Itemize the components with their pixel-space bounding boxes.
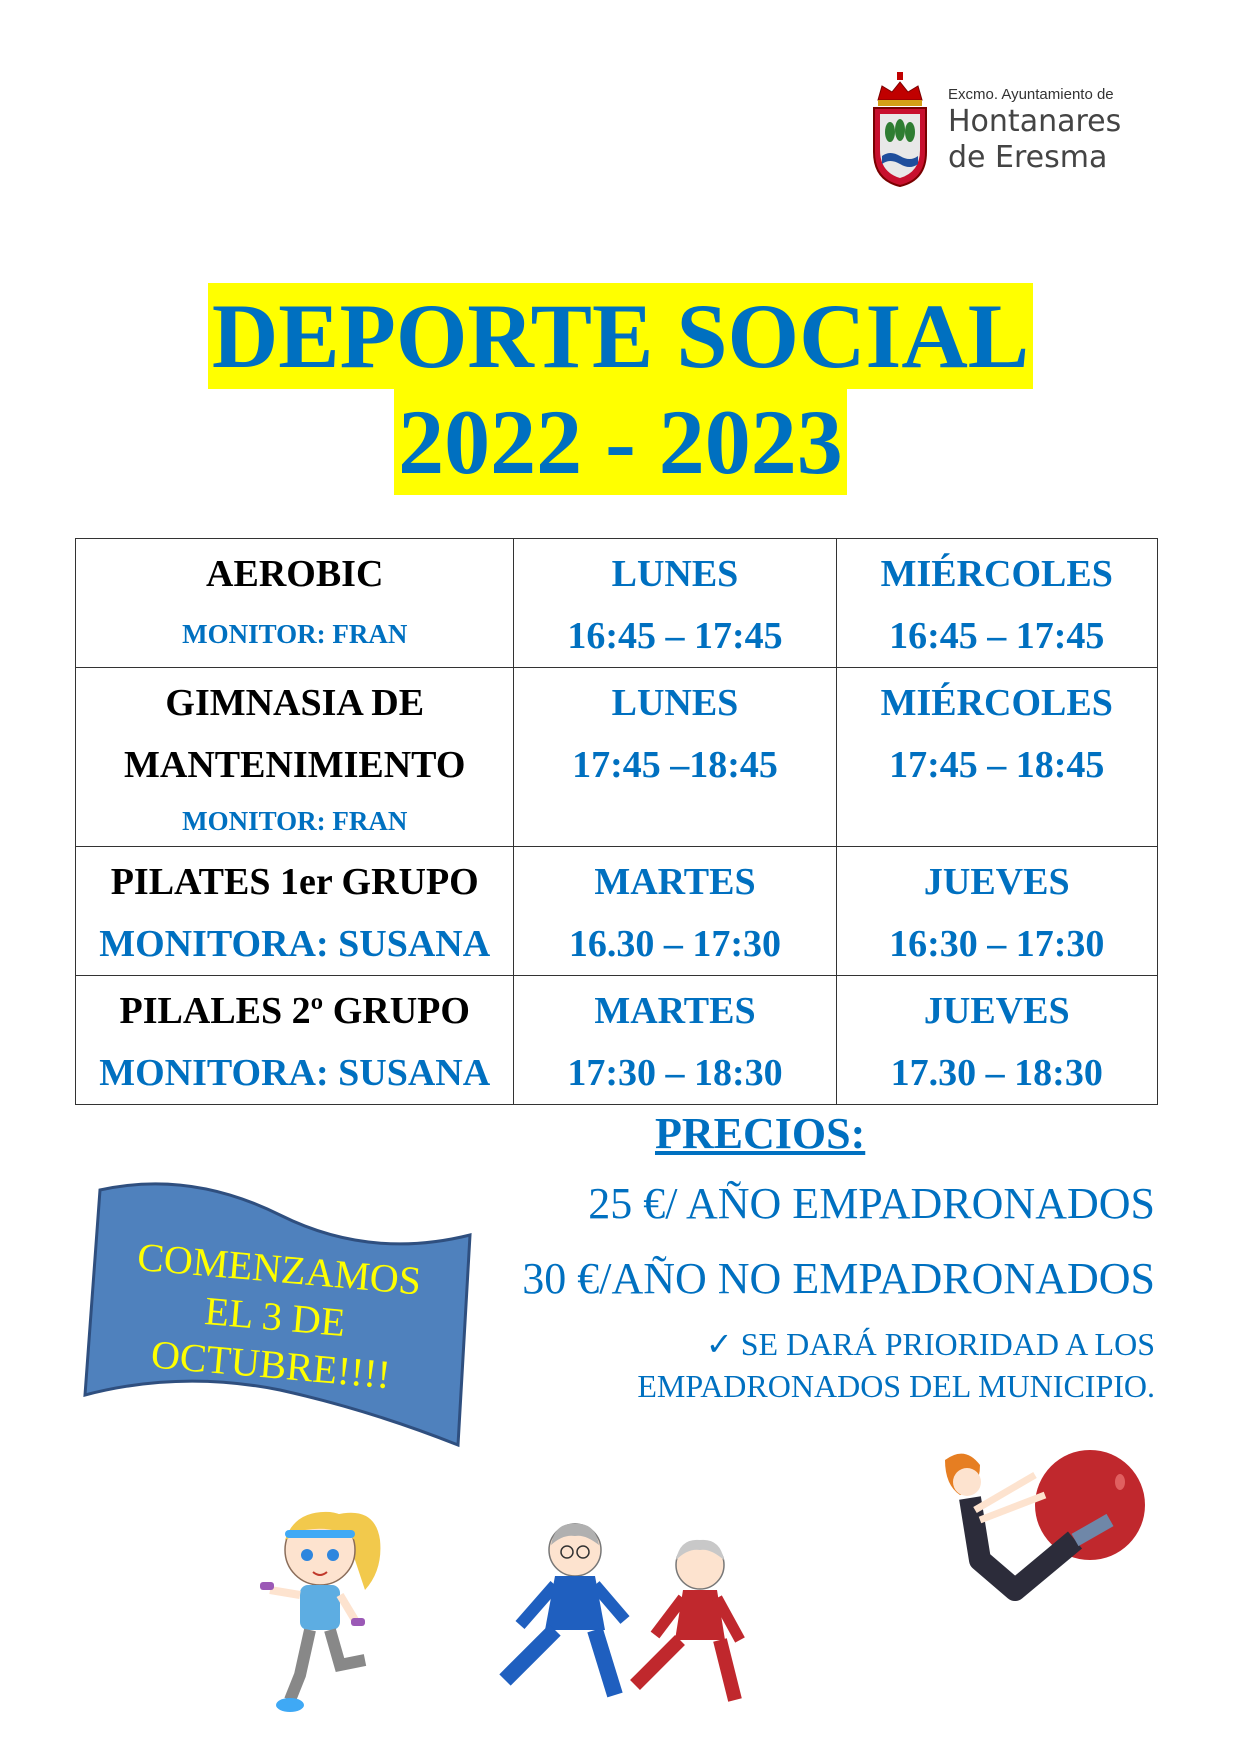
day-label: MARTES	[594, 861, 756, 903]
logo-subtitle: Excmo. Ayuntamiento de	[948, 86, 1114, 103]
elderly-couple-stretching-illustration	[495, 1510, 775, 1710]
activity-name: GIMNASIA DE	[165, 682, 425, 724]
activity-name: PILATES 1er GRUPO	[110, 861, 479, 903]
day-label: MARTES	[594, 990, 756, 1032]
table-row	[76, 976, 1158, 1105]
time-range: 17:45 –18:45	[572, 744, 778, 786]
activity-cell	[76, 847, 514, 976]
schedule-table	[75, 538, 1158, 1105]
banner-line1: COMENZAMOS	[135, 1233, 423, 1304]
time-range: 16:45 – 17:45	[567, 615, 783, 657]
banner-line2: EL 3 DE	[202, 1287, 348, 1346]
time-range: 16:45 – 17:45	[889, 615, 1105, 657]
table-row	[76, 539, 1158, 668]
monitor-name: MONITOR: FRAN	[182, 619, 408, 649]
day2-cell	[836, 668, 1158, 847]
day2-cell	[836, 976, 1158, 1105]
pilates-ball-illustration	[925, 1440, 1160, 1640]
exercising-girl-illustration	[255, 1500, 395, 1720]
price-resident: 25 €/ AÑO EMPADRONADOS	[588, 1179, 1155, 1228]
day-label: MIÉRCOLES	[880, 682, 1113, 724]
season-title: 2022 - 2023	[394, 389, 847, 495]
activity-name: MANTENIMIENTO	[124, 744, 466, 786]
banner-line3: OCTUBRE!!!!	[149, 1331, 393, 1398]
day-label: JUEVES	[923, 861, 1070, 903]
day1-cell	[514, 668, 836, 847]
start-date-text	[104, 1231, 445, 1403]
priority-note-line2: EMPADRONADOS DEL MUNICIPIO.	[637, 1368, 1155, 1404]
day-label: LUNES	[611, 553, 739, 595]
logo-name-line2: de Eresma	[948, 140, 1108, 175]
title-line2-wrap	[0, 389, 1241, 495]
activity-name: PILALES 2º GRUPO	[119, 990, 470, 1032]
time-range: 17:30 – 18:30	[567, 1052, 783, 1094]
activity-name: AEROBIC	[206, 553, 384, 595]
logo-name-line1: Hontanares	[948, 104, 1122, 139]
day2-cell	[836, 847, 1158, 976]
activity-cell	[76, 668, 514, 847]
monitor-name: MONITORA: SUSANA	[99, 923, 491, 965]
day-label: MIÉRCOLES	[880, 553, 1113, 595]
day-label: JUEVES	[923, 990, 1070, 1032]
monitor-name: MONITOR: FRAN	[182, 806, 408, 836]
day2-cell	[836, 539, 1158, 668]
day1-cell	[514, 847, 836, 976]
time-range: 17:45 – 18:45	[889, 744, 1105, 786]
time-range: 17.30 – 18:30	[890, 1052, 1103, 1094]
prices-heading: PRECIOS:	[655, 1109, 866, 1158]
day1-cell	[514, 539, 836, 668]
table-row	[76, 847, 1158, 976]
municipality-logo	[870, 72, 1170, 192]
price-non-resident: 30 €/AÑO NO EMPADRONADOS	[522, 1254, 1155, 1303]
title-line1-wrap	[0, 283, 1241, 389]
activity-cell	[76, 976, 514, 1105]
day1-cell	[514, 976, 836, 1105]
day-label: LUNES	[611, 682, 739, 724]
monitor-name: MONITORA: SUSANA	[99, 1052, 491, 1094]
time-range: 16.30 – 17:30	[568, 923, 782, 965]
page-title: DEPORTE SOCIAL	[208, 283, 1033, 389]
priority-note-line1: ✓ SE DARÁ PRIORIDAD A LOS	[705, 1326, 1155, 1362]
coat-of-arms-icon	[870, 72, 930, 192]
activity-cell	[76, 539, 514, 668]
time-range: 16:30 – 17:30	[889, 923, 1105, 965]
table-row	[76, 668, 1158, 847]
